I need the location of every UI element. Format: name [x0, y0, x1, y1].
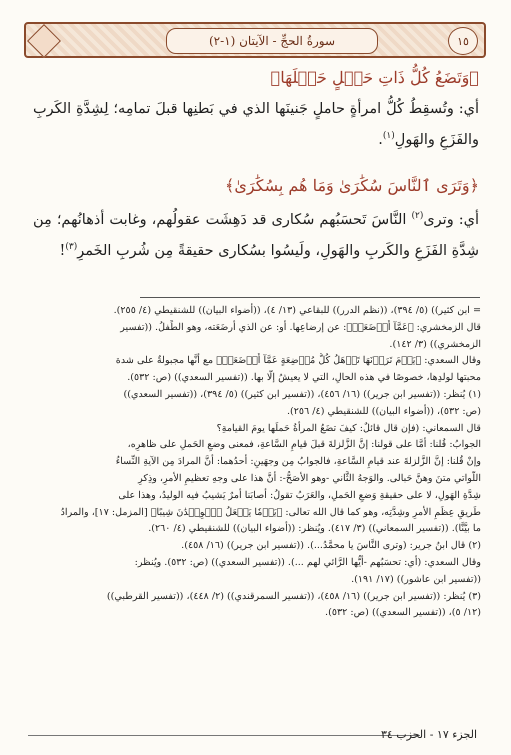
footer-rule [28, 735, 420, 736]
paragraph-1-text: أي: وتُسقِطُ كُلُّ امرأةٍ حاملٍ جَنينَها الذي في بَطنِها قبلَ تمامِه؛ لِشِدَّةِ الكَربِ والفَزَعِ والهَولِ [33, 101, 479, 148]
footnote-line: اللَّواتي متنَ وهنَّ حَبالى. والوَجهُ الثَّاني -وهو الأصَحُّ-: أنَّ هذا على وجهِ تعظيمِ الأمرِ، وذِكرِ [138, 472, 481, 484]
juz-hizb-label: الجزء ١٧ - الحزب ٣٤ [380, 728, 477, 741]
footnote-line: شِدَّةِ الهَولِ، لا على حقيقةِ وَضعِ الحَملِ، والعَرَبُ تقولُ: أصابَنا أمرٌ يَشيبُ فيه الوليدُ، وهذا على [118, 489, 481, 501]
footnote-line: (٣) يُنظر: ((تفسير ابن جرير)) (١٦/ ٤٥٨)، ((تفسير السمرقندي)) (٢/ ٤٤٨)، ((تفسير القرطبي)) [106, 590, 481, 602]
footnote-line: محبتها لولدِها، خصوصًا في هذه الحالِ، التي لا يعيشُ إلَّا بها. ((تفسير السعدي)) (ص: ٥٣٢). [127, 372, 481, 384]
footnote-line: قال السمعاني: (فإن قال قائلٌ: كيفَ تضَعُ المرأةُ حَملَها يومَ القيامةِ؟ [216, 422, 481, 434]
footnote-line: وإنْ قُلنا: إنَّ الزَّلزلةَ عند قيامِ السَّاعةِ، فالجوابُ مِن وجهَينِ: أحدُهما: أنَّ المرادَ مِن الآيةِ النِّساءُ [115, 456, 481, 468]
footnote-ref-3[interactable]: (٣) [65, 241, 78, 252]
footnote-line: وقال السعدي: (أي: تحسَبُهم -أيُّها الرَّائي لهم ...). ((تفسير السعدي)) (ص: ٥٣٢). ويُنظر: [134, 556, 481, 568]
paragraph-2-lead: أي: وترى [423, 211, 480, 228]
footnote-line: = ابن كثير)) (٥/ ٣٩٤)، ((نظم الدرر)) للبقاعي (١٣/ ٤)، ((أضواء البيان)) للشنقيطي (٤/ ٢٥٥). [113, 305, 481, 316]
paragraph-2-end: ! [59, 242, 66, 259]
footnotes [29, 303, 481, 622]
footnote-line: قال الزمخشري: ﴿عَمَّآ أَرۡضَعَتۡ﴾: عن إرضاعِها. أو: عن الذي أرضَعَته، وهو الطِّفلُ. ((تفسير [120, 321, 481, 333]
surah-title: سورةُ الحجِّ - الآيتان (١-٢) [166, 28, 378, 54]
footnote-line: طَريقِ عِظَمِ الأمرِ وشِدَّتِه، وهو كما قال الله تعالى: ﴿يَوۡمٗا يَجۡعَلُ ٱلۡوِلۡدَٰنَ شِيبًا﴾ [المزمل: ١٧]، والمرادُ [60, 506, 481, 518]
ayah-2: ﴿وَتَرَى ٱلنَّاسَ سُكَٰرَىٰ وَمَا هُم بِسُكَٰرَىٰ﴾ [225, 176, 479, 195]
footnote-line: (ص: ٥٣٢)، ((أضواء البيان)) للشنقيطي (٤/ ٢٥٦). [286, 405, 481, 417]
footnote-line: وقال السعدي: ﴿يَوۡمَ تَرَوۡنَهَا تَذۡهَلُ كُلُّ مُرۡضِعَةٍ عَمَّآ أَرۡضَعَتۡ﴾ مع أنَّها مجبولةٌ على شدة [115, 355, 481, 367]
footnote-line: ما بيَّنَّا). ((تفسير السمعاني)) (٣/ ٤١٧). ويُنظر: ((أضواء البيان)) للشنقيطي (٤/ ٢٦٠). [148, 523, 481, 535]
header-band [24, 22, 486, 58]
footnote-line: الجوابُ: قُلنا: أمَّا على قولنا: إنَّ الزَّلزلةَ قبلَ قيامِ السَّاعةِ، فمعنى وضعِ الحَملِ على ظاهرِه، [127, 439, 481, 451]
footnote-line: الزمخشري)) (٣/ ١٤٢). [389, 338, 481, 350]
ornament-icon [27, 24, 61, 58]
footnote-line: (٢) قال ابنُ جرير: (وترى النَّاسَ يا محمَّدُ...). ((تفسير ابن جرير)) (١٦/ ٤٥٨). [181, 540, 481, 552]
footnote-ref-1[interactable]: (١) [382, 131, 395, 141]
tafsir-paragraph-1: أي: وتُسقِطُ كُلُّ امرأةٍ حاملٍ جَنينَها الذي في بَطنِها قبلَ تمامِه؛ لِشِدَّةِ الكَربِ والفَزَعِ والهَولِ$^{(١)}$. [33, 101, 479, 148]
tafsir-paragraph-2 [33, 203, 479, 265]
footnote-ref-2[interactable]: (٢) [411, 211, 424, 221]
ayah-1: ﴿وَتَضَعُ كُلُّ ذَاتِ حَمۡلٍ حَمۡلَهَا﴾ [270, 68, 479, 87]
page-number: ١٥ [448, 27, 478, 55]
footnote-line: (١٢/ ٥)، ((تفسير السعدي)) (ص: ٥٣٢). [325, 607, 481, 619]
footnote-line: (١) يُنظر: ((تفسير ابن جرير)) (١٦/ ٤٥٦)، ((تفسير ابن كثير)) (٥/ ٣٩٤)، ((تفسير السعدي)) [123, 388, 481, 400]
footnote-divider [140, 297, 480, 298]
page-footer [0, 728, 511, 748]
footnote-line: ((تفسير ابن عاشور)) (١٧/ ١٩١). [351, 573, 481, 585]
paragraph-2-text: النَّاسَ تَحسَبُهم سُكارى قد دَهِشَت عقولُهم، وغابت أذهانُهم؛ مِن شِدَّةِ الفَزَعِ والكَربِ والهَولِ، ولَيسُوا بسُكارى حقيقةً مِن شُربِ الخَمرِ [33, 211, 479, 259]
